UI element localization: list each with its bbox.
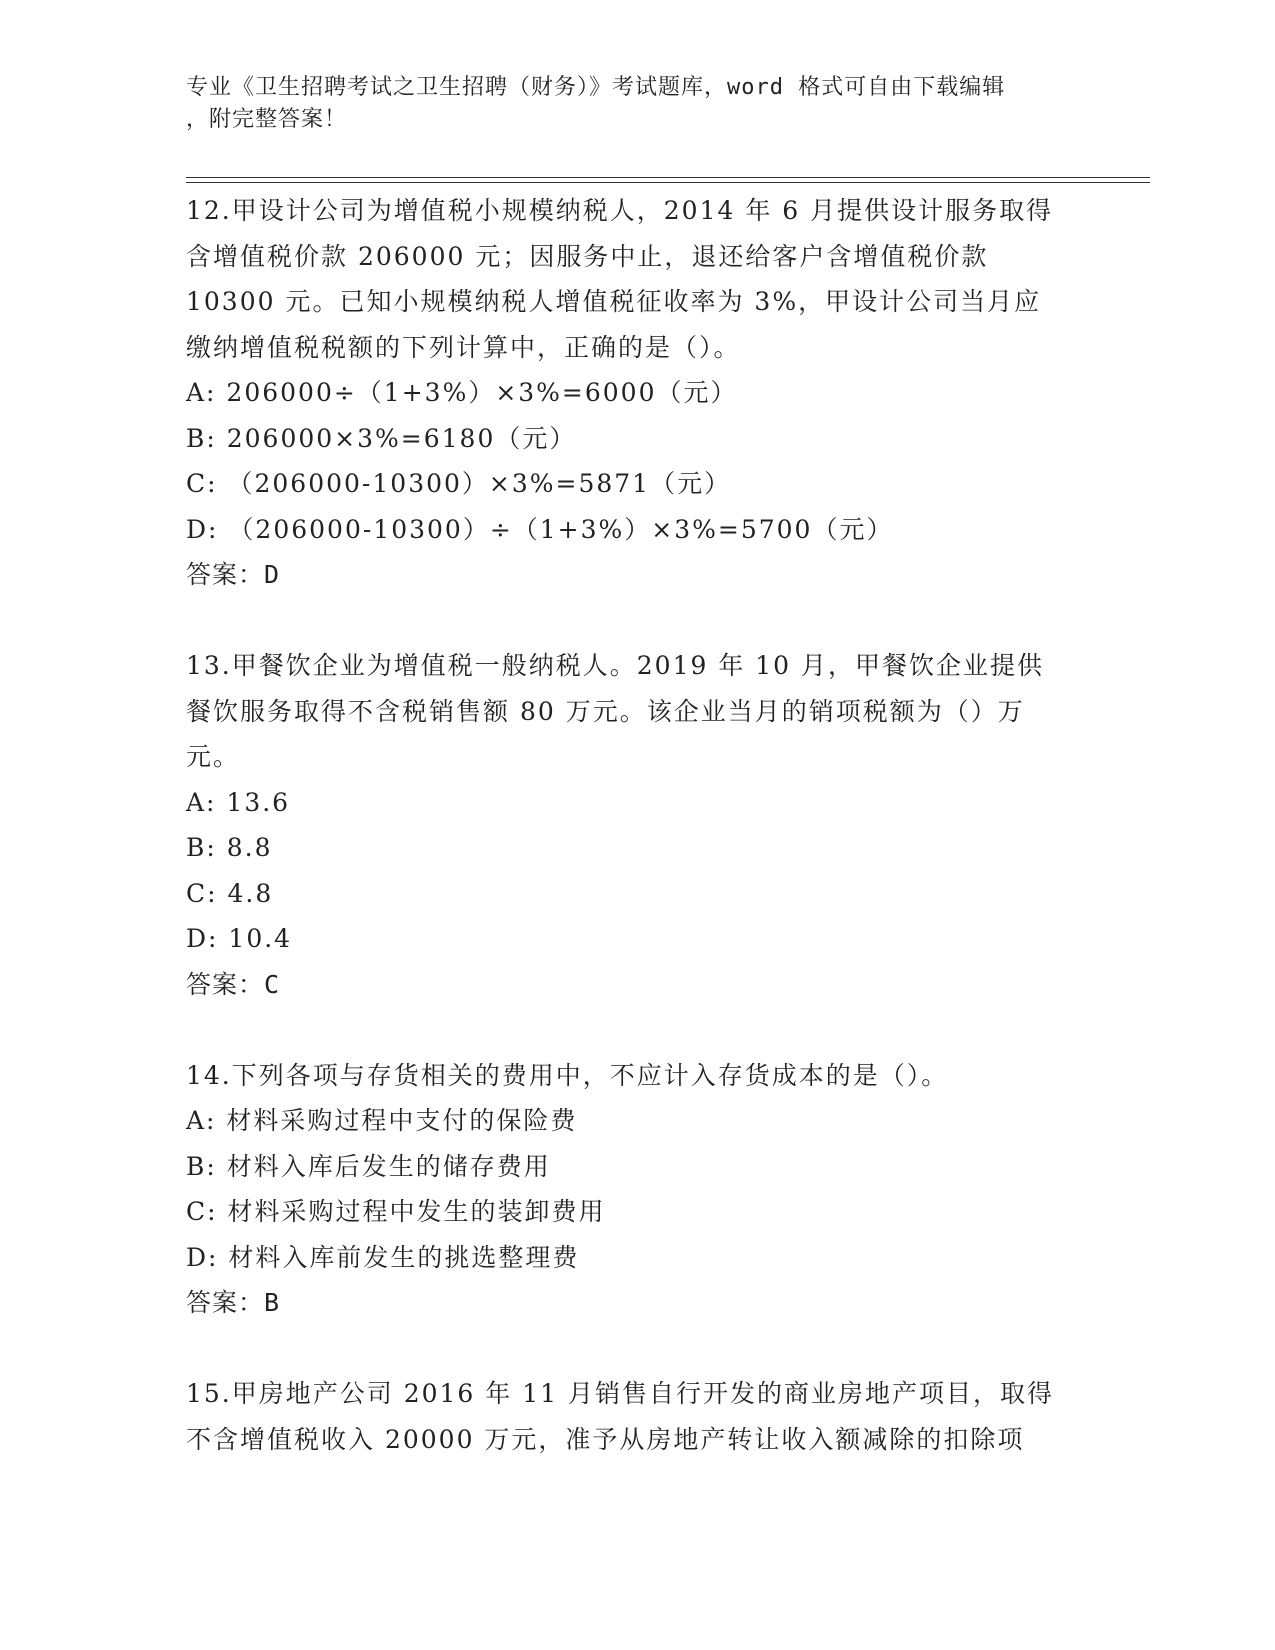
spacer (186, 1007, 1086, 1053)
document-header (186, 72, 1066, 136)
option-d: D: 10.4 (186, 924, 293, 953)
stem-line: 10300 元。已知小规模纳税人增值税征收率为 3%，甲设计公司当月应 (186, 287, 1042, 316)
answer-label: 答案：D (186, 560, 281, 589)
stem-line: 缴纳增值税税额的下列计算中，正确的是（）。 (186, 332, 741, 362)
question-15 (186, 1371, 1086, 1462)
option-d: D: 材料入库前发生的挑选整理费 (186, 1242, 580, 1272)
question-14 (186, 1053, 1086, 1326)
spacer (186, 598, 1086, 644)
option-b: B: 8.8 (186, 833, 273, 862)
question-12 (186, 188, 1086, 598)
header-divider-bottom (186, 182, 1150, 183)
option-a: A: 206000÷（1+3%）×3%=6000（元） (186, 378, 738, 407)
option-b: B: 材料入库后发生的储存费用 (186, 1151, 551, 1181)
stem-line: 15.甲房地产公司 2016 年 11 月销售自行开发的商业房地产项目，取得 (186, 1379, 1054, 1408)
option-c: C: 材料采购过程中发生的装卸费用 (186, 1197, 606, 1226)
stem-line: 不含增值税收入 20000 万元，准予从房地产转让收入额减除的扣除项 (186, 1424, 1025, 1454)
option-d: D: （206000-10300）÷（1+3%）×3%=5700（元） (186, 514, 894, 544)
answer-label: 答案：B (186, 1288, 281, 1317)
stem-line: 餐饮服务取得不含税销售额 80 万元。该企业当月的销项税额为（）万 (186, 696, 1025, 726)
stem-line: 13.甲餐饮企业为增值税一般纳税人。2019 年 10 月，甲餐饮企业提供 (186, 651, 1045, 680)
option-a: A: 13.6 (186, 787, 291, 817)
option-c: C: （206000-10300）×3%=5871（元） (186, 469, 732, 498)
stem-line: 14.下列各项与存货相关的费用中，不应计入存货成本的是（）。 (186, 1060, 949, 1090)
question-stem (186, 188, 1086, 370)
question-list (186, 188, 1086, 1462)
header-divider-top (186, 177, 1150, 178)
question-stem (186, 643, 1086, 780)
option-c: C: 4.8 (186, 878, 274, 908)
option-b: B: 206000×3%=6180（元） (186, 423, 577, 453)
question-stem (186, 1053, 1086, 1099)
header-line-1: 专业《卫生招聘考试之卫生招聘（财务）》考试题库，word 格式可自由下载编辑 (186, 75, 1006, 100)
stem-line: 含增值税价款 206000 元；因服务中止，退还给客户含增值税价款 (186, 241, 989, 271)
header-line-2: ，附完整答案！ (186, 107, 348, 132)
question-13 (186, 643, 1086, 1007)
stem-line: 元。 (186, 742, 241, 771)
question-stem (186, 1371, 1086, 1462)
option-a: A: 材料采购过程中支付的保险费 (186, 1106, 578, 1135)
answer-label: 答案：C (186, 969, 281, 999)
spacer (186, 1326, 1086, 1372)
stem-line: 12.甲设计公司为增值税小规模纳税人，2014 年 6 月提供设计服务取得 (186, 196, 1054, 225)
